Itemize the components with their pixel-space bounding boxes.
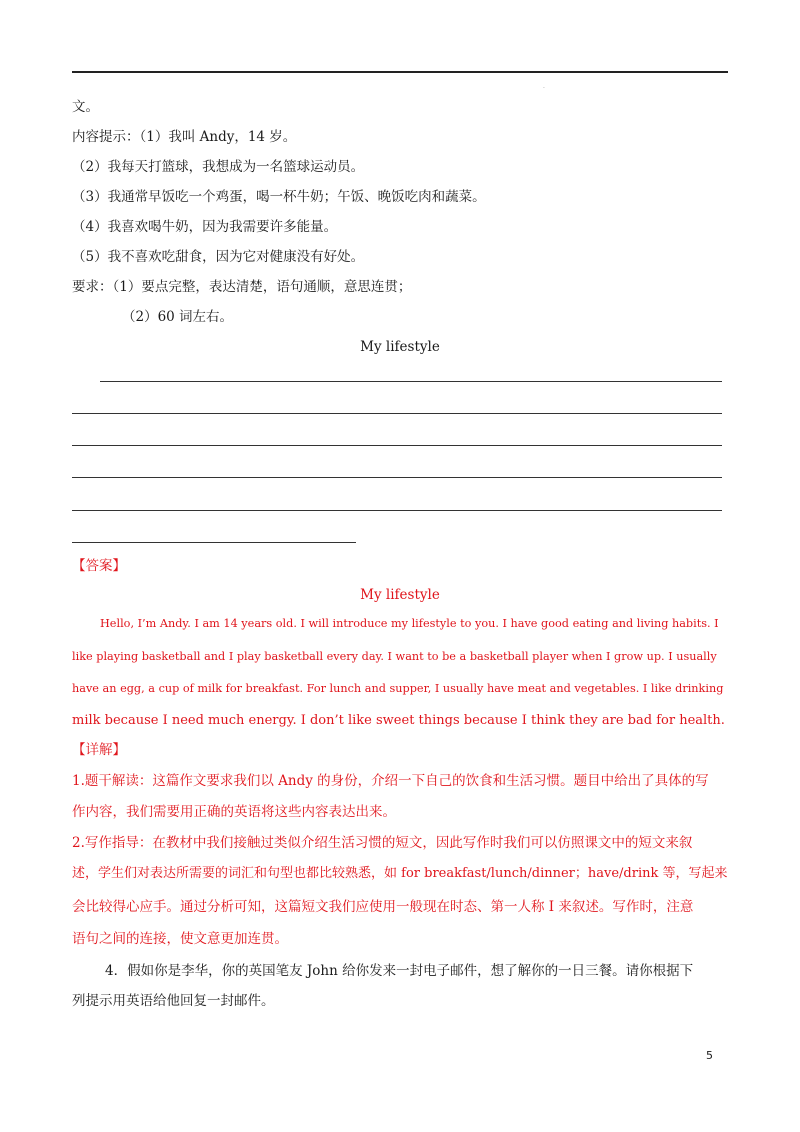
hint-line-4: （4）我喜欢喝牛奶，因为我需要许多能量。 (72, 219, 338, 235)
essay-title: My lifestyle (360, 339, 440, 355)
writing-line (72, 477, 722, 478)
explain-heading: 【详解】 (72, 742, 126, 758)
scan-dot: · (543, 85, 545, 92)
hint-line-2: （2）我每天打篮球，我想成为一名篮球运动员。 (72, 159, 365, 175)
paragraph-continuation: 文。 (72, 99, 99, 115)
explain-line: 2.写作指导：在教材中我们接触过类似介绍生活习惯的短文，因此写作时我们可以仿照课文中的短文来叙 (72, 835, 693, 851)
answer-title: My lifestyle (360, 587, 440, 603)
answer-line: Hello, I’m Andy. I am 14 years old. I will introduce my lifestyle to you. I have good eating and living habits. I (100, 617, 719, 630)
explain-line: 述，学生们对表达所需要的词汇和句型也都比较熟悉，如 for breakfast/lunch/dinner；have/drink 等，写起来 (72, 866, 728, 881)
writing-line (72, 445, 722, 446)
header-rule (72, 71, 728, 73)
question-4-line-1: 4．假如你是李华，你的英国笔友 John 给你发来一封电子邮件，想了解你的一日三餐。请你根据下 (105, 963, 694, 979)
writing-line (72, 413, 722, 414)
explain-line: 会比较得心应手。通过分析可知，这篇短文我们应使用一般现在时态、第一人称 I 来叙述。写作时，注意 (72, 899, 694, 915)
hint-line-5: （5）我不喜欢吃甜食，因为它对健康没有好处。 (72, 249, 365, 265)
page-number: 5 (706, 1049, 713, 1062)
writing-line (100, 381, 722, 382)
answer-line: like playing basketball and I play basketball every day. I want to be a basketball player when I grow up. I usually (72, 650, 717, 663)
explain-line: 1.题干解读：这篇作文要求我们以 Andy 的身份，介绍一下自己的饮食和生活习惯。题目中给出了具体的写 (72, 773, 709, 789)
hint-line-3: （3）我通常早饭吃一个鸡蛋，喝一杯牛奶；午饭、晚饭吃肉和蔬菜。 (72, 189, 486, 205)
answer-line: have an egg, a cup of milk for breakfast. For lunch and supper, I usually have meat and vegetables. I like drinking (72, 682, 724, 695)
writing-line (72, 542, 356, 543)
answer-line: milk because I need much energy. I don’t like sweet things because I think they are bad for health. (72, 713, 725, 728)
answer-heading: 【答案】 (72, 558, 126, 574)
question-4-line-2: 列提示用英语给他回复一封邮件。 (72, 993, 275, 1009)
requirement-line-2: （2）60 词左右。 (122, 309, 234, 325)
requirement-line-1: 要求：（1）要点完整，表达清楚，语句通顺，意思连贯； (72, 279, 412, 295)
hint-line-1: 内容提示：（1）我叫 Andy，14 岁。 (72, 129, 297, 145)
writing-line (72, 510, 722, 511)
explain-line: 作内容，我们需要用正确的英语将这些内容表达出来。 (72, 804, 396, 820)
explain-line: 语句之间的连接，使文意更加连贯。 (72, 931, 288, 947)
